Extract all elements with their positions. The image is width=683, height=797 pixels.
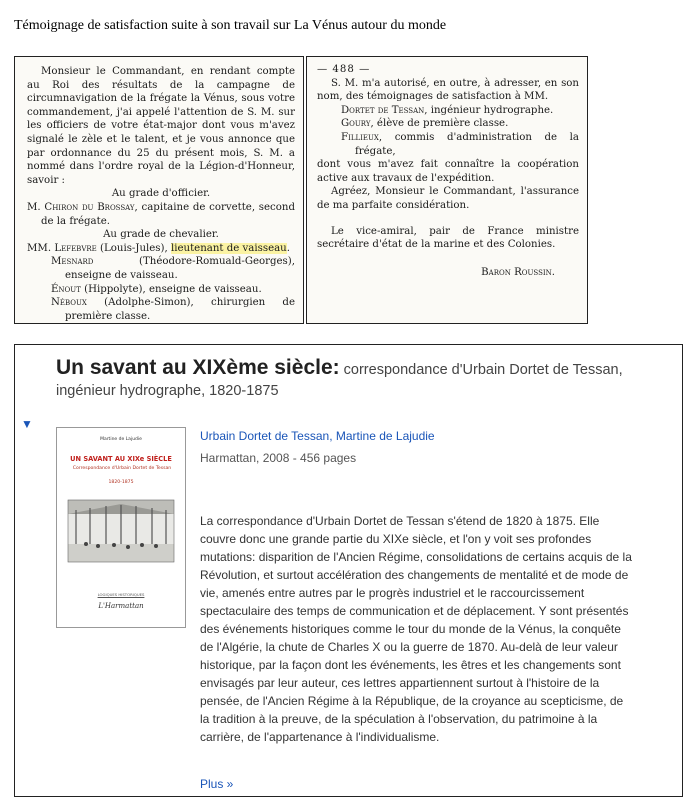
recipient-name: Dortet de Tessan	[341, 104, 425, 116]
cooperation-text: dont vous m'avez fait connaître la coopération active aux travaux de l'expédition.	[317, 159, 579, 184]
honoree-name: Énout	[51, 283, 81, 295]
honoree-role: (Théodore-Romuald-Georges), enseigne de vaisseau.	[65, 256, 295, 281]
honoree-neboux	[27, 296, 295, 323]
cover-years: 1820-1875	[108, 480, 134, 485]
honoree-role: (Hippolyte), enseigne de vaisseau.	[80, 283, 262, 295]
more-link[interactable]: Plus »	[200, 777, 234, 791]
letter-intro: Monsieur le Commandant, en rendant compte au Roi des résultats de la campagne de circumnavigation de la frégate la Vénus, sous votre commandement, j'ai appelé l'attention de S. M. sur les officiers de votre état-major dont vous m'avez signalé le zèle et le talent, et je vous annonce que par ordonnance du 25 du présent mois, S. M. a nommé dans l'ordre royal de la Légion-d'Honneur, savoir :	[27, 66, 295, 186]
signature: Baron Roussin.	[481, 266, 555, 278]
honoree-name: Mesnard	[51, 256, 94, 268]
book-title	[56, 357, 681, 402]
honoree-role: , capitaine de corvette, second de la frégate.	[41, 201, 295, 227]
recipient-dortet	[317, 104, 579, 118]
book-cover[interactable]	[56, 427, 186, 628]
recipient-name: Fillieux	[341, 131, 379, 143]
closing-text: Agréez, Monsieur le Commandant, l'assurance de ma parfaite considération.	[317, 186, 579, 211]
honoree-chiron	[27, 201, 295, 228]
grade-chevalier-heading: Au grade de chevalier.	[103, 229, 219, 241]
cover-publisher: L'Harmattan	[98, 602, 144, 610]
recipient-fillieux	[317, 131, 579, 158]
cover-author: Martine de Lajudie	[100, 437, 142, 442]
author-separator: ,	[329, 429, 336, 443]
recipient-goury	[317, 117, 579, 131]
honoree-lefebvre	[27, 242, 295, 256]
book-description	[200, 512, 635, 746]
letter-scan-right	[306, 56, 588, 324]
recipient-role: , élève de première classe.	[370, 118, 509, 130]
letter-intro-right: S. M. m'a autorisé, en outre, à adresser, en son nom, des témoignages de satisfaction à MM.	[317, 77, 579, 103]
grade-officier-heading: Au grade d'officier.	[111, 188, 211, 200]
page-number: — 488 —	[317, 64, 371, 75]
cover-collection: LOGIQUES HISTORIQUES	[97, 592, 145, 597]
author-link[interactable]: Urbain Dortet de Tessan	[200, 429, 330, 443]
book-subtitle: correspondance d'Urbain Dortet de Tessan, ingénieur hydrographe, 1820-1875	[56, 362, 623, 399]
recipient-role: , ingénieur hydrographe.	[424, 104, 554, 116]
page-caption: Témoignage de satisfaction suite à son travail sur La Vénus autour du monde	[14, 18, 447, 33]
cover-engraving-icon	[68, 500, 174, 562]
author-link[interactable]: Martine de Lajudie	[335, 429, 435, 443]
cover-title: UN SAVANT AU XIXe SIÈCLE	[70, 455, 172, 463]
letter-scan-left	[14, 56, 304, 324]
honoree-role: (Adolphe-Simon), chirurgien de première classe.	[65, 297, 295, 322]
publisher-info: Harmattan, 2008 - 456 pages	[200, 451, 357, 465]
collapse-triangle-icon[interactable]: ▼	[21, 417, 33, 431]
honoree-end: .	[286, 242, 290, 254]
honoree-mesnard	[27, 255, 295, 282]
highlighted-rank: lieutenant de vaisseau	[170, 242, 287, 254]
book-title-colon: :	[332, 356, 340, 379]
honoree-name: Néboux	[51, 297, 87, 309]
signatory-text: Le vice-amiral, pair de France ministre secrétaire d'état de la marine et des Colonies.	[317, 225, 579, 251]
book-authors	[200, 429, 435, 443]
honoree-name: MM. Lefebvre	[27, 242, 97, 254]
cover-subtitle: Correspondance d'Urbain Dortet de Tessan	[72, 466, 172, 471]
honoree-firstname: (Louis-Jules),	[96, 242, 171, 254]
recipient-name: Goury	[341, 118, 371, 130]
book-card	[14, 344, 683, 797]
book-title-main: Un savant au XIXème siècle	[56, 356, 333, 379]
recipient-role: , commis d'administration de la frégate,	[355, 131, 579, 157]
honoree-enout	[27, 283, 295, 297]
description-text: La correspondance d'Urbain Dortet de Tessan s'étend de 1820 à 1875. Elle couvre donc une grande partie du XIXe siècle, et l'on y voit ses profondes mutations: disparition de l'Ancien Régime, consolidations de certains acquis de la Révolution, et surtout accélération des changements de mentalité et de mode de vie, amenés entre autres par le progrès industriel et le raccourcissement spectaculaire des temps de communication et de déplacement. Y sont présentés des événements historiques comme le tour du monde de la Vénus, la conquête de l'Algérie, la chute de Charles X ou la guerre de 1870. Au-delà de leur valeur historique, par la façon dont les événements, les êtres et les changements sont envisagés par leur auteur, ces lettres appartiennent surtout à l'histoire de la pensée, de l'Ancien Régime à la République, de la croyance au scepticisme, de la tradition à la preuve, de la spéculation à l'observation, du patrimoine à la carrière, de l'appartenance à l'individualisme.	[200, 514, 632, 744]
honoree-name: M. Chiron du Brossay	[27, 201, 135, 213]
